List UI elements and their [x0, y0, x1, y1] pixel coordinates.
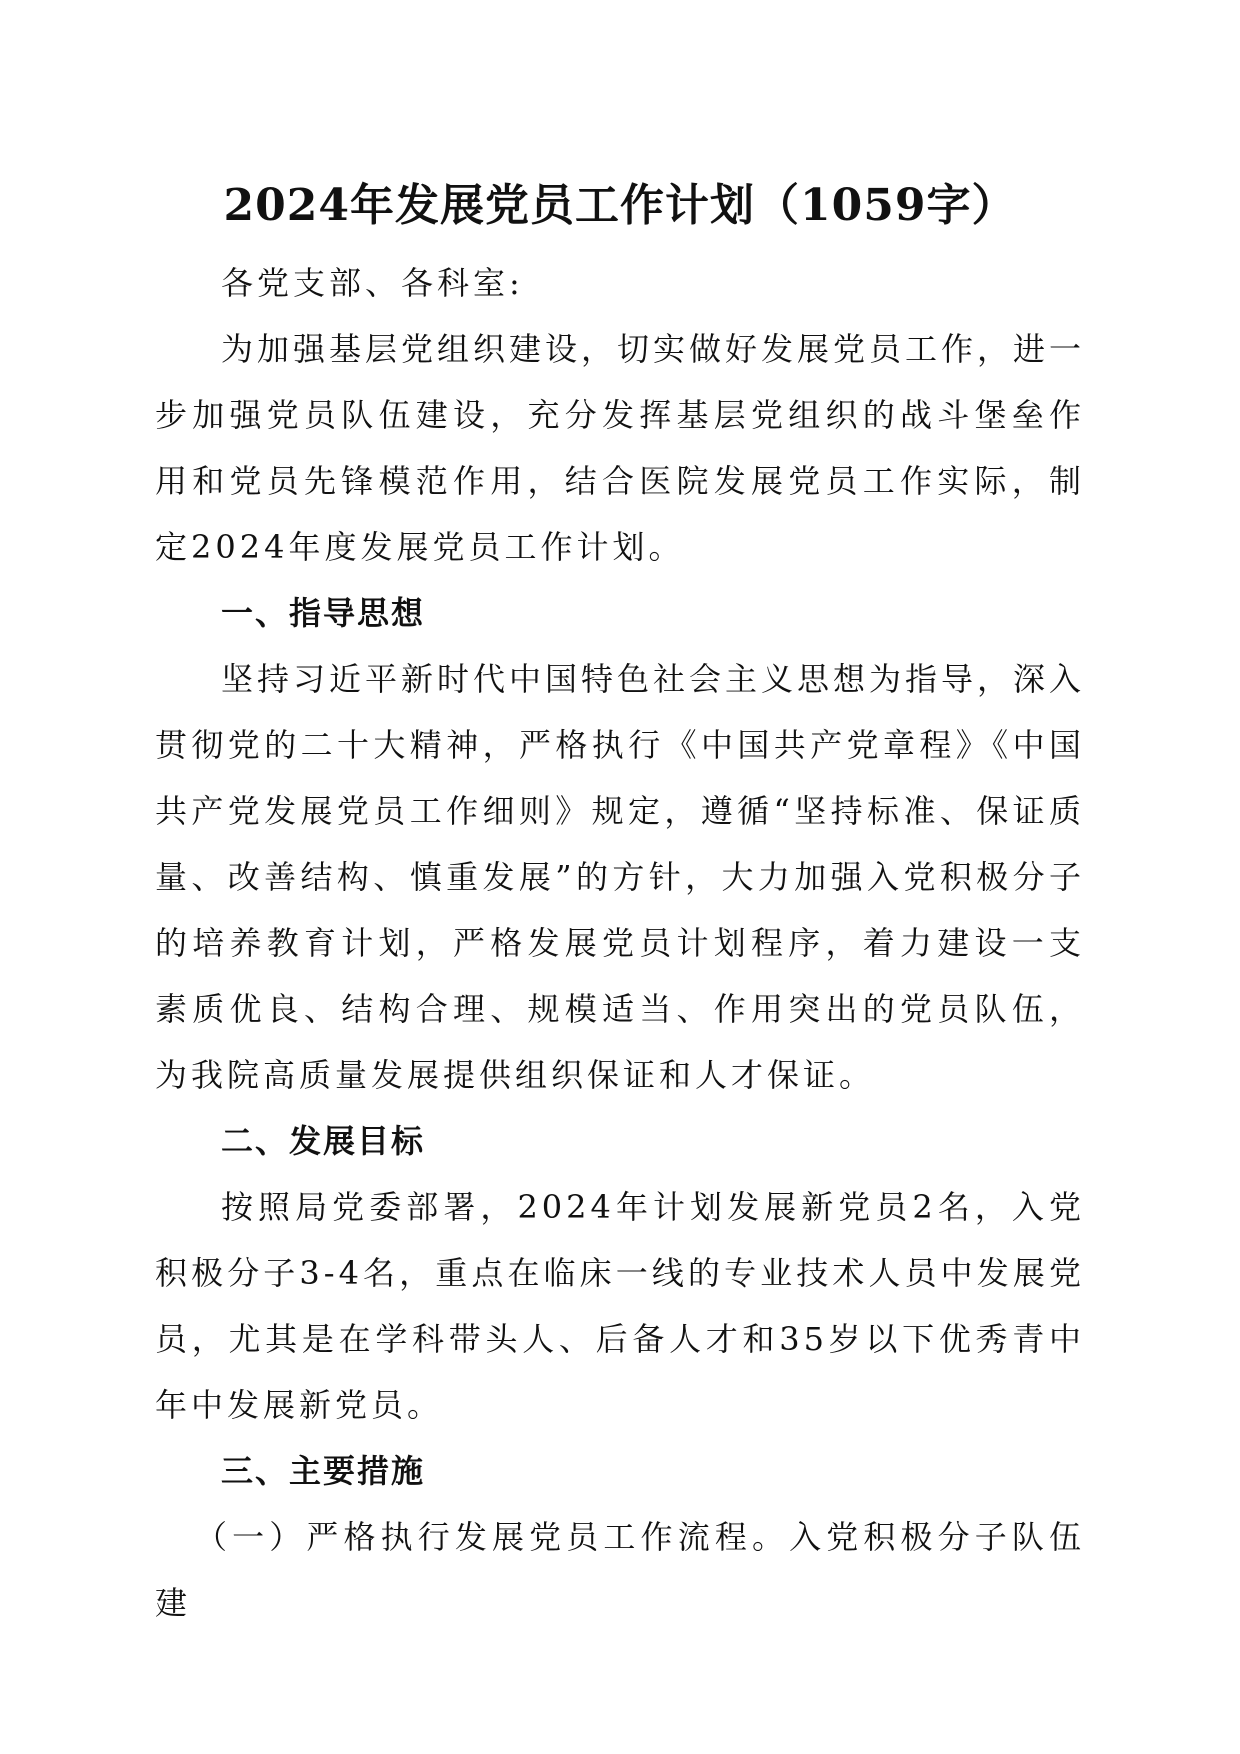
document-body	[155, 250, 1085, 1636]
intro-paragraph: 为加强基层党组织建设，切实做好发展党员工作，进一步加强党员队伍建设，充分发挥基层党组织的战斗堡垒作用和党员先锋模范作用，结合医院发展党员工作实际，制定2024年度发展党员工作计划。	[155, 330, 1086, 566]
section-heading-development-goals: 二、发展目标	[221, 1122, 426, 1160]
salutation: 各党支部、各科室:	[221, 264, 524, 302]
section-heading-main-measures: 三、主要措施	[221, 1452, 426, 1490]
main-measures-paragraph: （一）严格执行发展党员工作流程。入党积极分子队伍建	[155, 1518, 1085, 1622]
development-goals-paragraph: 按照局党委部署，2024年计划发展新党员2名，入党积极分子3-4名，重点在临床一线的专业技术人员中发展党员，尤其是在学科带头人、后备人才和35岁以下优秀青中年中发展新党员。	[155, 1188, 1085, 1424]
section-heading-guiding-ideology: 一、指导思想	[221, 594, 426, 632]
document-title: 2024年发展党员工作计划（1059字）	[223, 180, 1017, 231]
guiding-ideology-paragraph: 坚持习近平新时代中国特色社会主义思想为指导，深入贯彻党的二十大精神，严格执行《中国共产党章程》《中国共产党发展党员工作细则》规定，遵循“坚持标准、保证质量、改善结构、慎重发展”的方针，大力加强入党积极分子的培养教育计划，严格发展党员计划程序，着力建设一支素质优良、结构合理、规模适当、作用突出的党员队伍，为我院高质量发展提供组织保证和人才保证。	[155, 660, 1086, 1094]
